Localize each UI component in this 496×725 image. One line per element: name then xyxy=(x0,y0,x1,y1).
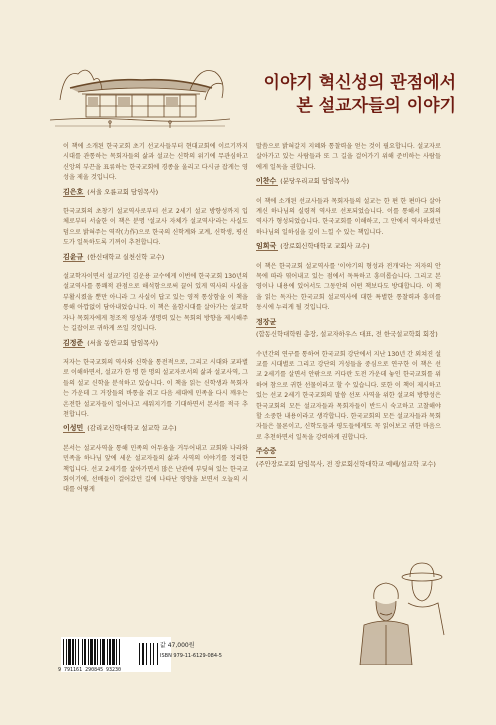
endorser-signature xyxy=(63,338,248,348)
endorser-signature xyxy=(63,187,248,197)
endorser-affiliation: (감리교신학대학교 설교학 교수) xyxy=(87,424,177,433)
endorser-signature xyxy=(63,423,248,433)
endorser-name: 김윤규 xyxy=(63,252,84,261)
barcode-addon-bar xyxy=(142,643,144,665)
endorser-signature xyxy=(256,176,441,186)
missionary-portraits-illustration xyxy=(350,555,460,665)
barcode-bar xyxy=(116,639,117,665)
endorser-signature xyxy=(256,446,441,469)
barcode-addon-bar xyxy=(146,643,147,665)
endorser-name: 이찬수 xyxy=(256,177,277,186)
traditional-house-illustration xyxy=(50,40,230,132)
barcode-bar xyxy=(84,639,86,665)
barcode-bar xyxy=(72,639,74,665)
barcode-addon-bar xyxy=(153,643,154,665)
barcode-bar xyxy=(107,639,108,665)
barcode-bar xyxy=(94,639,96,665)
endorsement-text: 수년간의 연구를 통하여 한국교회 강단에서 지난 130년 간 외쳐진 설교를 시대별로 그리고 강단의 거성들을 중심으로 연구한 이 책은 선교 2세기를 살면서 안팎으로 커다란 도전 가운데 놓인 한국교회를 위하여 참으로 귀한 선물이라고 할 수 있습니다. 또한 이 책이 제시하고 있는 선교 2세기 한국교회의 말씀 선포 사역을 위한 설교의 방향성은 한국교회의 모든 설교자들과 목회자들이 반드시 숙고하고 고찰해야 할 소중한 내용이라고 생각합니다. 한국교회의 모든 설교자들과 목회자들은 물론이고, 신학도들과 평도들에게도 꼭 읽어보고 귀한 마음으로 추천하면서 일독을 강력하게 권합니다. xyxy=(256,350,441,441)
endorser-affiliation: (한신대학교 실천신학 교수) xyxy=(87,252,165,261)
endorsement-text: 이 책에 소개된 선교사들과 목회자들의 설교는 한 편 한 편마다 살아계신 하나님의 실령적 역사로 선포되었습니다. 이를 통해서 교회의 역사가 형성되었습니다. 한국교회를 이해하고, 그 안에서 역사하셨던 하나님의 일하심을 깊이 느낄 수 있는 책입니다. xyxy=(256,197,441,236)
endorser-signature xyxy=(256,317,441,340)
endorsement-text: 한국교회의 초창기 설교역사로부터 선교 2세기 설교 방향성까지 입체로부터 서술한 이 책은 분명 '설교사 자체가 설교역사'라는 사실도 덤으로 밝혀주는 역작(力作)으로 한국의 신학계와 교계, 신학생, 평신도가 일독하도록 기꺼이 추천합니다. xyxy=(63,208,248,247)
book-price: 값 47,000원 xyxy=(160,642,195,649)
endorser-name: 정장균 xyxy=(256,317,276,328)
barcode-bar xyxy=(102,639,105,665)
endorser-affiliation: (서울 동안교회 담임목사) xyxy=(87,338,159,347)
barcode-addon-bar xyxy=(139,643,140,665)
barcode-addon-bar xyxy=(150,643,151,665)
endorser-name: 임희국 xyxy=(256,242,277,251)
barcode-bar xyxy=(66,639,67,665)
endorser-affiliation: (주안장로교회 담임목사, 전 장로회신학대학교 예배/설교학 교수) xyxy=(256,459,436,468)
barcode-bars xyxy=(61,637,171,667)
endorsement-text: 본서는 설교사역을 통해 민족의 어두움을 거두어내고 교회와 나라와 민족을 하나님 앞에 세운 설교자들의 삶과 사역의 이야기를 정리한 책입니다. 선교 2세기를 살아가면서 많은 난관에 부딪혀 있는 한국교회이기에, 선배들이 걸어갔던 길에 나타난 영양을 보면서 오늘의 시대를 어떻게 xyxy=(63,444,248,494)
endorser-name: 김정준 xyxy=(63,338,84,347)
endorsement-column-left xyxy=(63,142,248,499)
isbn-number: ISBN 979-11-6129-084-5 xyxy=(160,653,222,659)
barcode-bar xyxy=(75,639,76,665)
endorser-affiliation: (장로회신학대학교 교회사 교수) xyxy=(280,242,370,251)
endorsement-text: 말씀으로 밝혀갈지 지혜와 통찰력을 얻는 것이 필요합니다. 설교자로 살아가고 있는 사람들과 또 그 길을 걸어가기 위해 준비하는 사람들에게 일독을 권합니다. xyxy=(256,143,441,171)
barcode-digits: 9 791161 290845 xyxy=(58,667,104,673)
title-line-1: 이야기 혁신성의 관점에서 xyxy=(263,73,456,93)
barcode-bar xyxy=(100,639,101,665)
book-title xyxy=(236,72,456,118)
endorser-affiliation: (서울 오륜교회 담임목사) xyxy=(87,187,159,196)
barcode-bar xyxy=(63,639,64,665)
barcode-bar xyxy=(112,639,115,665)
endorser-name: 김은호 xyxy=(63,187,84,196)
endorser-affiliation: (분당우리교회 담임목사) xyxy=(280,177,350,186)
barcode-bar xyxy=(88,639,89,665)
endorsement-text: 이 책은 한국교회 설교역사를 '이야기의 형성과 전개'라는 저자의 안목에 따라 엮어내고 있는 점에서 독특하고 흥미롭습니다. 그리고 본영이나 내용에 있어서도 그동안의 어떤 책보다도 방대합니다. 이 책을 읽는 독자는 한국교회 설교역사에 대한 특별한 통찰력과 흥미를 동시에 누리게 될 것입니다. xyxy=(256,262,441,312)
barcode-bar xyxy=(82,639,83,665)
barcode-bar xyxy=(119,639,120,665)
title-line-2: 본 설교자들의 이야기 xyxy=(296,96,456,116)
barcode-bar xyxy=(109,639,111,665)
endorser-affiliation: (합동신학대학원 총장, 설교자하우스 대표, 전 한국설교학회 회장) xyxy=(256,330,438,339)
endorsement-text: 설교학자이면서 설교가인 김운용 교수에게 이번에 한국교회 130년의 설교역사를 통쾌적 관점으로 해석함으로써 끌어 있게 역사의 사실을 부활시켰을 뿐만 아니라 그 사실이 답고 있는 영적 통상함을 이 책을 통해 아깝없이 담아내었습니다. 이 책은 올함시대를 살아가는 설교학자나 목회자에게 청조적 영성과 생명력 있는 목회의 방향을 제시해주는 길잡이로 귀하게 쓰일 것입니다. xyxy=(63,273,248,333)
endorsement-column-right xyxy=(256,142,441,479)
barcode-bar xyxy=(68,639,71,665)
barcode-addon-digits: 93230 xyxy=(106,667,122,673)
barcode-addon-bar xyxy=(157,643,158,665)
barcode-bar xyxy=(90,639,93,665)
barcode-bar xyxy=(97,639,98,665)
barcode-bar xyxy=(78,639,79,665)
endorsement-text: 이 책에 소개된 한국교회 초기 선교사들부터 현대교회에 이르기까지 시대를 관통하는 목회자들의 삶과 설교는 신학의 위기에 무관심하고 신앙의 부끈을 표류하는 한국교회에 경종을 울리고 다시금 잡게는 영성을 제울 것입니다. xyxy=(63,143,248,182)
endorser-name: 이성민 xyxy=(63,424,84,433)
endorser-signature xyxy=(256,241,441,251)
endorsement-text: 저자는 한국교회의 역사와 신학을 통전적으로, 그리고 시대와 교파별로 이해하면서, 설교가 한 명 한 명의 설교자로서의 삶과 설교사역, 그들의 설교 신학을 분석하고 있습니다. 이 책을 읽는 신학생과 목회자는 가운데 그 거장들의 바통을 쥐고 다음 세대에 민족을 다시 깨우는 온전한 설교자들이 일어나고 세워지기를 기대하면서 본서를 적극 추천합니다. xyxy=(63,358,248,418)
endorser-signature xyxy=(63,252,248,262)
endorser-name: 주승중 xyxy=(256,446,276,457)
